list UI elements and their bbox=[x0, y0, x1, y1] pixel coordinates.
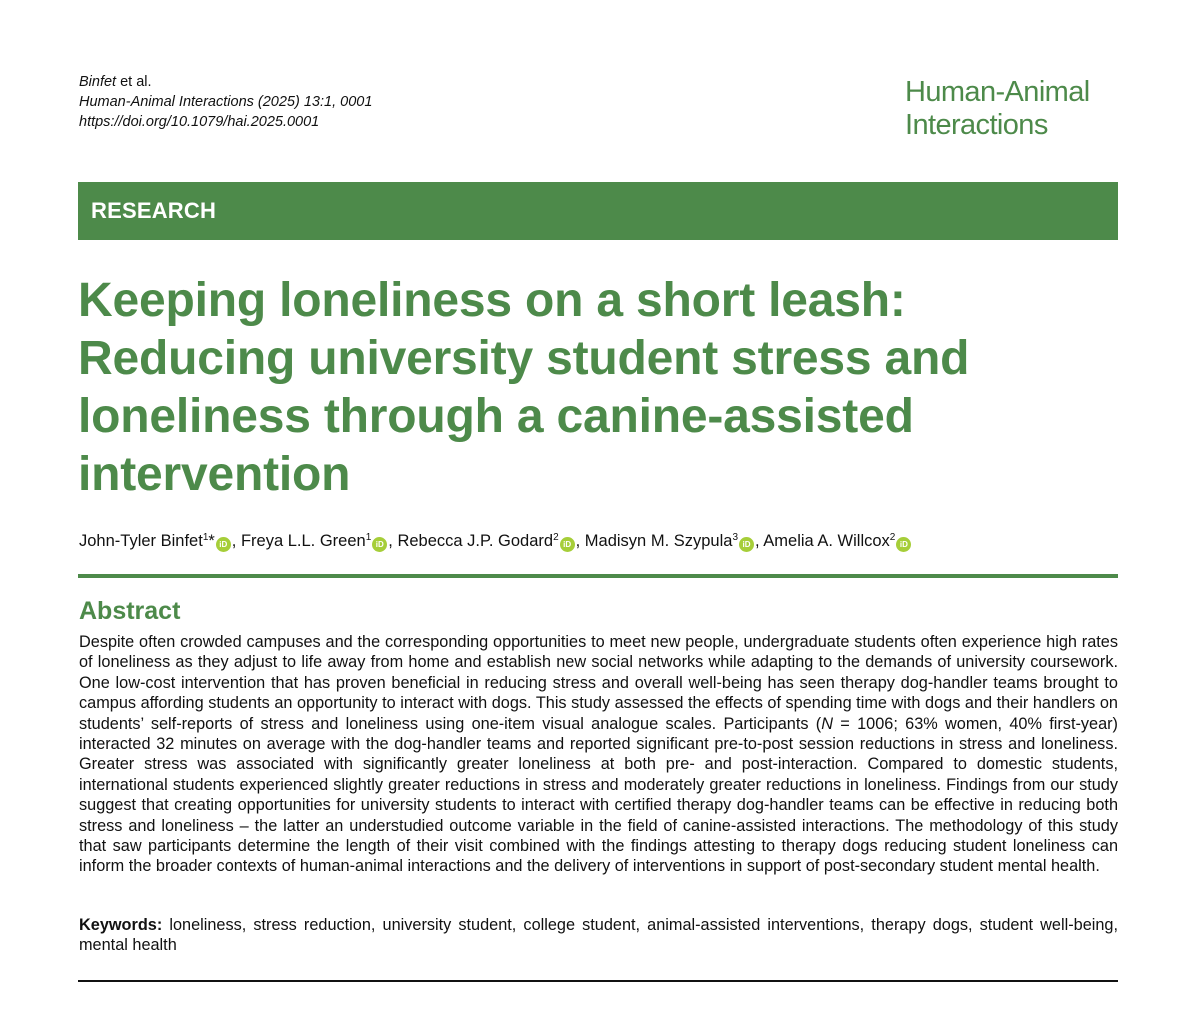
orcid-icon[interactable]: iD bbox=[372, 537, 387, 552]
title-line-1: Keeping loneliness on a short leash: bbox=[78, 274, 906, 327]
author-affiliation: 2 bbox=[553, 532, 559, 543]
journal-logo-line1: Human-Animal bbox=[905, 76, 1090, 108]
header-authors-short: Binfet bbox=[79, 74, 117, 90]
corresponding-mark: * bbox=[208, 532, 215, 550]
author-name: Amelia A. Willcox bbox=[763, 532, 890, 550]
author-list bbox=[79, 526, 912, 553]
author-affiliation: 1 bbox=[202, 532, 209, 543]
orcid-icon[interactable]: iD bbox=[560, 537, 575, 552]
abstract-body bbox=[79, 632, 1118, 877]
abstract-heading: Abstract bbox=[79, 597, 181, 625]
title-line-3: loneliness through a canine-assisted bbox=[78, 390, 914, 443]
keywords bbox=[79, 915, 1118, 956]
journal-logo-line2: Interactions bbox=[905, 109, 1048, 141]
bottom-divider bbox=[78, 980, 1118, 982]
author-sep: , bbox=[388, 532, 398, 550]
section-banner bbox=[78, 182, 1118, 240]
title-line-2: Reducing university student stress and bbox=[78, 332, 970, 385]
title-line-4: intervention bbox=[78, 448, 351, 501]
journal-logo bbox=[905, 76, 1090, 142]
section-label: RESEARCH bbox=[91, 198, 217, 223]
header-authors bbox=[79, 72, 372, 92]
orcid-icon[interactable]: iD bbox=[896, 537, 911, 552]
author-sep: , bbox=[231, 532, 241, 550]
section-divider bbox=[78, 574, 1118, 578]
abstract-n-symbol: N bbox=[821, 714, 833, 733]
author-name: Rebecca J.P. Godard bbox=[397, 532, 554, 550]
author-sep: , bbox=[755, 532, 764, 550]
keywords-text: loneliness, stress reduction, university student, college student, animal-assisted interventions, therapy dogs, student well-being, mental health bbox=[79, 916, 1118, 955]
author-sep: , bbox=[575, 532, 585, 550]
author-name: John-Tyler Binfet bbox=[79, 532, 203, 550]
orcid-icon[interactable]: iD bbox=[739, 537, 754, 552]
header-et-al: et al. bbox=[116, 74, 152, 90]
orcid-icon[interactable]: iD bbox=[216, 537, 231, 552]
paper-title bbox=[78, 272, 1118, 504]
author-name: Freya L.L. Green bbox=[240, 532, 366, 550]
keywords-label: Keywords: bbox=[79, 916, 163, 934]
abstract-text-part1: Despite often crowded campuses and the corresponding opportunities to meet new people, undergraduate students often experience high rates of loneliness as they adjust to life away from home and establish new social networks while adapting to the demands of university coursework. One low-cost intervention that has proven beneficial in reducing stress and overall well-being has seen therapy dog-handler teams brought to campus affording students an opportunity to interact with dogs. This study assessed the effects of spending time with dogs and their handlers on students’ self-reports of stress and loneliness using one-item visual analogue scales. Participants ( bbox=[79, 633, 1118, 733]
author-name: Madisyn M. Szypula bbox=[584, 532, 733, 550]
author-affiliation: 2 bbox=[889, 532, 896, 543]
author-affiliation: 3 bbox=[732, 532, 738, 543]
header-citation: Human-Animal Interactions (2025) 13:1, 0001 bbox=[79, 94, 373, 110]
abstract-text-part2: = 1006; 63% women, 40% first-year) interacted 32 minutes on average with the dog-handler teams and reported significant pre-to-post session reductions in stress and loneliness. Greater stress was associated with significantly greater loneliness at both pre- and post-interaction. Compared to domestic students, international students experienced slightly greater reductions in stress and moderately greater reductions in loneliness. Findings from our study suggest that creating opportunities for university students to interact with certified therapy dog-handler teams can be effective in reducing both stress and loneliness – the latter an understudied outcome variable in the field of canine-assisted interactions. The methodology of this study that saw participants determine the length of their visit combined with the findings attesting to therapy dogs reducing student loneliness can inform the broader contexts of human-animal interactions and the delivery of interventions in support of post-secondary student mental health. bbox=[79, 714, 1118, 876]
author-affiliation: 1 bbox=[365, 532, 372, 543]
header-doi-link[interactable]: https://doi.org/10.1079/hai.2025.0001 bbox=[79, 114, 320, 130]
header-meta bbox=[79, 72, 372, 132]
